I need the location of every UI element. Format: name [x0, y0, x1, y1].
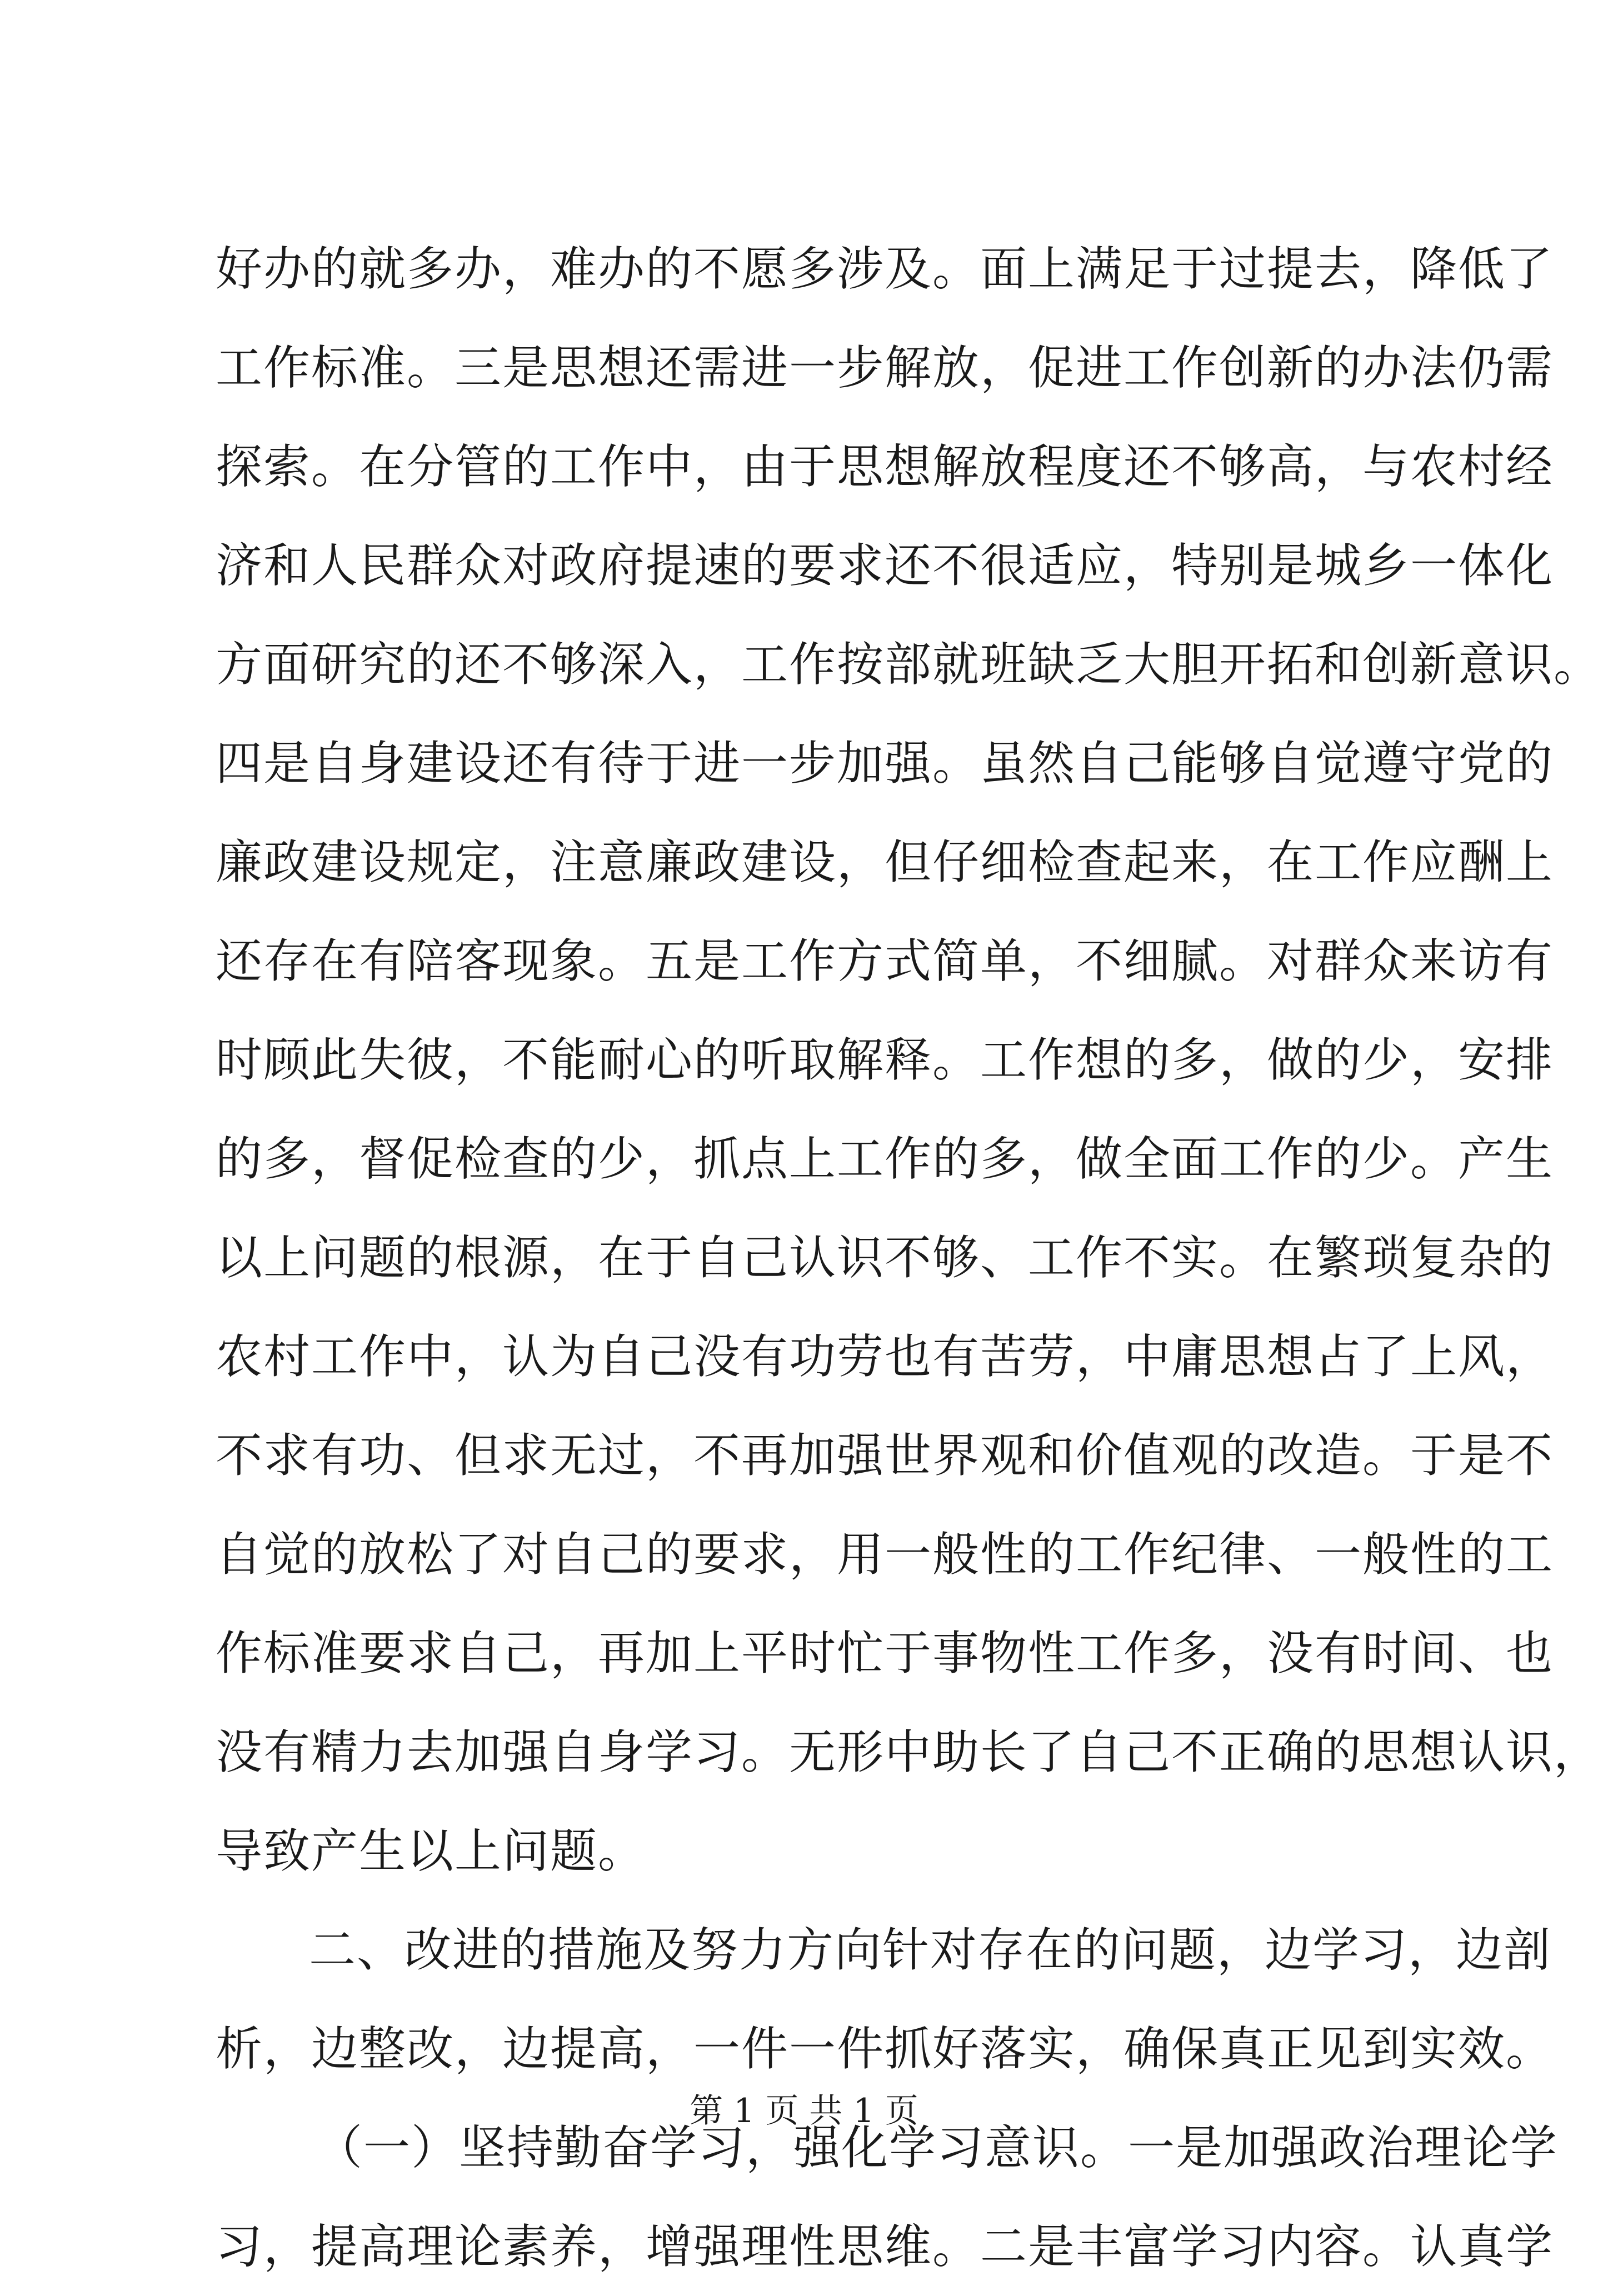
section-heading-line-1: 二、改进的措施及努力方向针对存在的问题，边学习，边剖	[309, 1923, 1552, 1977]
text-line-15: 作标准要求自己，再加上平时忙于事物性工作多，没有时间、也	[216, 1626, 1554, 1680]
text-line-7: 廉政建设规定，注意廉政建设，但仔细检查起来，在工作应酬上	[216, 835, 1554, 889]
text-line-13: 不求有功、但求无过，不再加强世界观和价值观的改造。于是不	[216, 1428, 1554, 1483]
page-footer: 第 1 页 共 1 页	[690, 2092, 918, 2130]
document-body	[216, 219, 1602, 2296]
text-line-14: 自觉的放松了对自己的要求，用一般性的工作纪律、一般性的工	[216, 1527, 1554, 1582]
text-line-10: 的多，督促检查的少，抓点上工作的多，做全面工作的少。产生	[216, 1132, 1554, 1186]
text-line-17: 导致产生以上问题。	[216, 1824, 646, 1878]
subsection-line-1: （一）坚持勤奋学习，强化学习意识。一是加强政治理论学	[316, 2120, 1559, 2175]
text-line-11: 以上问题的根源，在于自己认识不够、工作不实。在繁琐复杂的	[216, 1230, 1554, 1285]
text-line-2: 工作标准。三是思想还需进一步解放，促进工作创新的办法仍需	[216, 341, 1554, 395]
text-line-12: 农村工作中，认为自己没有功劳也有苦劳，中庸思想占了上风，	[216, 1329, 1554, 1384]
section-heading-line-2: 析，边整改，边提高，一件一件抓好落实，确保真正见到实效。	[216, 2022, 1554, 2076]
text-line-5: 方面研究的还不够深入，工作按部就班缺乏大胆开拓和创新意识。	[216, 637, 1602, 692]
text-line-6: 四是自身建设还有待于进一步加强。虽然自己能够自觉遵守党的	[216, 736, 1554, 791]
text-line-9: 时顾此失彼，不能耐心的听取解释。工作想的多，做的少，安排	[216, 1033, 1554, 1087]
subsection-line-2: 习，提高理论素养，增强理性思维。二是丰富学习内容。认真学	[216, 2219, 1554, 2274]
text-line-3: 探索。在分管的工作中，由于思想解放程度还不够高，与农村经	[216, 439, 1554, 494]
text-line-8: 还存在有陪客现象。五是工作方式简单，不细腻。对群众来访有	[216, 934, 1554, 988]
text-line-1: 好办的就多办，难办的不愿多涉及。面上满足于过提去，降低了	[216, 242, 1554, 296]
text-line-16: 没有精力去加强自身学习。无形中助长了自己不正确的思想认识，	[216, 1725, 1602, 1779]
text-line-4: 济和人民群众对政府提速的要求还不很适应，特别是城乡一体化	[216, 538, 1554, 593]
